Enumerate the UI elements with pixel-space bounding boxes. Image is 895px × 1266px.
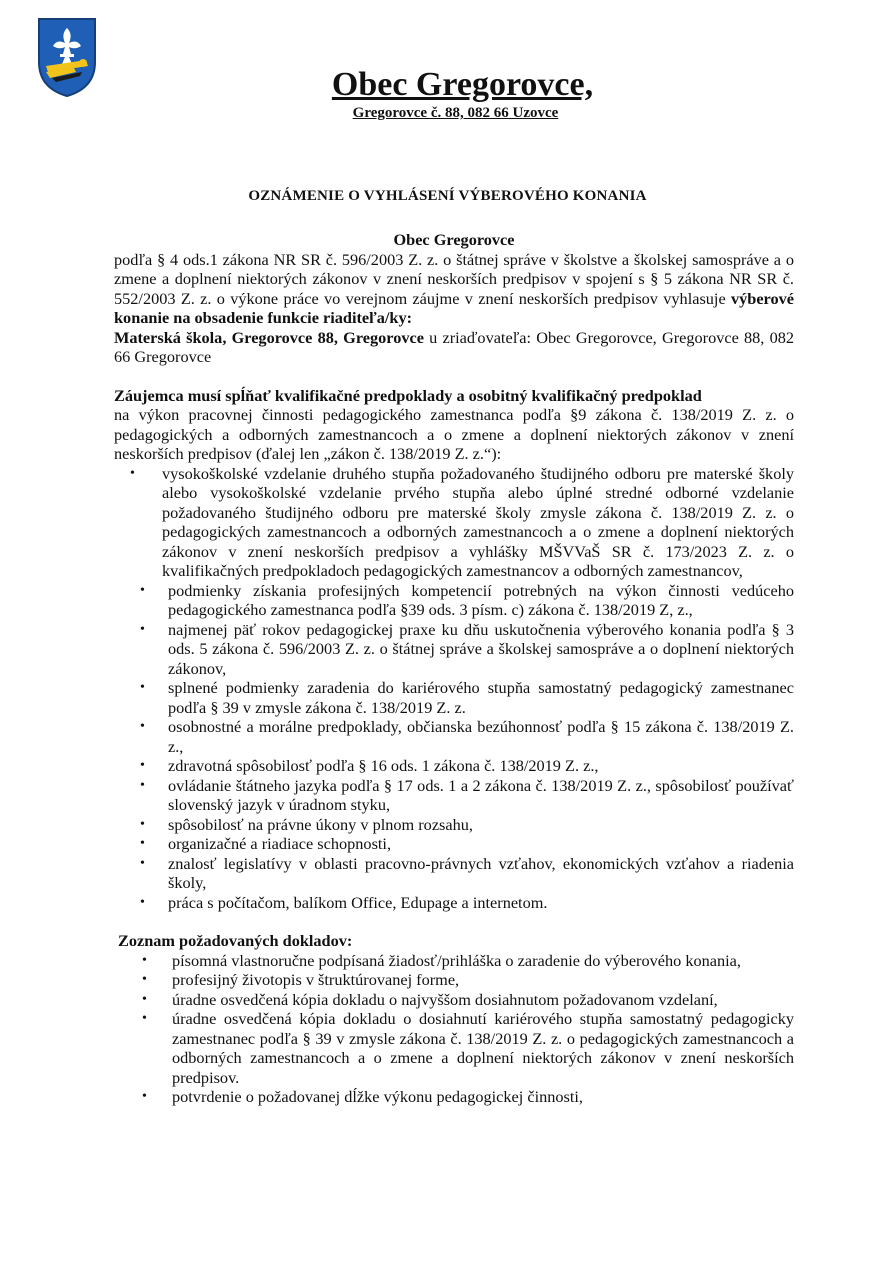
- list-item: • úradne osvedčená kópia dokladu o najvyššom dosiahnutom požadovanom vzdelaní,: [114, 990, 794, 1010]
- requirements-title: Záujemca musí spĺňať kvalifikačné predpoklady a osobitný kvalifikačný predpoklad: [114, 385, 702, 405]
- list-item: • vysokoškolské vzdelanie druhého stupňa požadovaného študijného odboru pre materské školy alebo vysokoškolské vzdelanie prvého stupňa alebo úplné stredné odborné vzdelanie požadovaného študijného odboru pre materské školy zmysle zákona č. 138/2019 Z. z. o pedagogických zamestnancoch a odborných zamestnancoch a o zmene a doplnení niektorých zákonov v znení neskorších predpisov a vyhlášky MŠVVaŠ SR č. 173/2023 Z. z. o kvalifikačných predpokladoch pedagogických zamestnancov a odborných zamestnancov,: [114, 464, 794, 581]
- intro-bold-position: výberové konanie na obsadenie funkcie riaditeľa/ky:: [114, 288, 794, 327]
- requirements-intro: na výkon pracovnej činnosti pedagogického zamestnanca podľa §9 zákona č. 138/2019 Z. z. o pedagogických a odborných zamestnancoch a o zmene a doplnení niektorých zákonov v znení neskorších predpisov (ďalej len „zákon č. 138/2019 Z. z.“):: [114, 405, 794, 463]
- intro-text-part2: u zriaďovateľa: Obec Gregorovce, Gregorovce 88, 082 66 Gregorovce: [114, 327, 795, 366]
- list-item: • najmenej päť rokov pedagogickej praxe ku dňu uskutočnenia výberového konania podľa § 3 ods. 5 zákona č. 596/2003 Z. z. o štátnej správe a školskej samospráve a o doplnení niektorých zákonov,: [114, 620, 794, 679]
- list-item: • potvrdenie o požadovanej dĺžke výkonu pedagogickej činnosti,: [114, 1087, 794, 1107]
- municipality-address: Gregorovce č. 88, 082 66 Uzovce: [352, 105, 559, 121]
- list-item: • práca s počítačom, balíkom Office, Edupage a internetom.: [114, 893, 794, 913]
- page-title: Obec Gregorovce,: [331, 66, 594, 103]
- documents-title: Zoznam požadovaných dokladov:: [118, 931, 353, 950]
- list-item: • znalosť legislatívy v oblasti pracovno-právnych vzťahov, ekonomických vzťahov a riadenia školy,: [114, 854, 794, 893]
- intro-org: Obec Gregorovce: [393, 230, 515, 249]
- documents-list: [114, 951, 794, 1107]
- requirements-list: [114, 464, 794, 913]
- list-item: • splnené podmienky zaradenia do kariérového stupňa samostatný pedagogický zamestnanec podľa § 39 v zmysle zákona č. 138/2019 Z. z.: [114, 678, 794, 717]
- list-item: • osobnostné a morálne predpoklady, občianska bezúhonnosť podľa § 15 zákona č. 138/2019 Z. z.,: [114, 717, 794, 756]
- intro-paragraph: [114, 250, 794, 367]
- list-item: • podmienky získania profesijných kompetencií potrebných na výkon činnosti vedúceho pedagogického zamestnanca podľa §39 ods. 3 písm. c) zákona č. 138/2019 Z, z.,: [114, 581, 794, 620]
- list-item: • zdravotná spôsobilosť podľa § 16 ods. 1 zákona č. 138/2019 Z. z.,: [114, 756, 794, 776]
- notice-heading: OZNÁMENIE O VYHLÁSENÍ VÝBEROVÉHO KONANIA: [248, 188, 647, 204]
- list-item: • úradne osvedčená kópia dokladu o dosiahnutí kariérového stupňa samostatný pedagogicky zamestnanec podľa § 39 v zmysle zákona č. 138/2019 Z. z. o pedagogických zamestnancoch a odborných zamestnancoch a o zmene a doplnení niektorých zákonov v znení neskorších predpisov.: [114, 1009, 794, 1087]
- intro-text-part1: podľa § 4 ods.1 zákona NR SR č. 596/2003 Z. z. o štátnej správe v školstve a školskej samospráve a o zmene a doplnení niektorých zákonov v znení neskorších predpisov v spojení s § 5 zákona NR SR č. 552/2003 Z. z. o výkone práce vo verejnom záujme v znení neskorších predpisov vyhlasuje: [114, 249, 794, 308]
- document-body: [114, 230, 794, 1107]
- list-item: • ovládanie štátneho jazyka podľa § 17 ods. 1 a 2 zákona č. 138/2019 Z. z., spôsobilosť používať slovenský jazyk v úradnom styku,: [114, 776, 794, 815]
- list-item: • organizačné a riadiace schopnosti,: [114, 834, 794, 854]
- list-item: • profesijný životopis v štruktúrovanej forme,: [114, 970, 794, 990]
- intro-bold-school: Materská škola, Gregorovce 88, Gregorovce: [114, 327, 424, 347]
- document-header: [0, 66, 895, 122]
- list-item: • spôsobilosť na právne úkony v plnom rozsahu,: [114, 815, 794, 835]
- list-item: • písomná vlastnoručne podpísaná žiadosť/prihláška o zaradenie do výberového konania,: [114, 951, 794, 971]
